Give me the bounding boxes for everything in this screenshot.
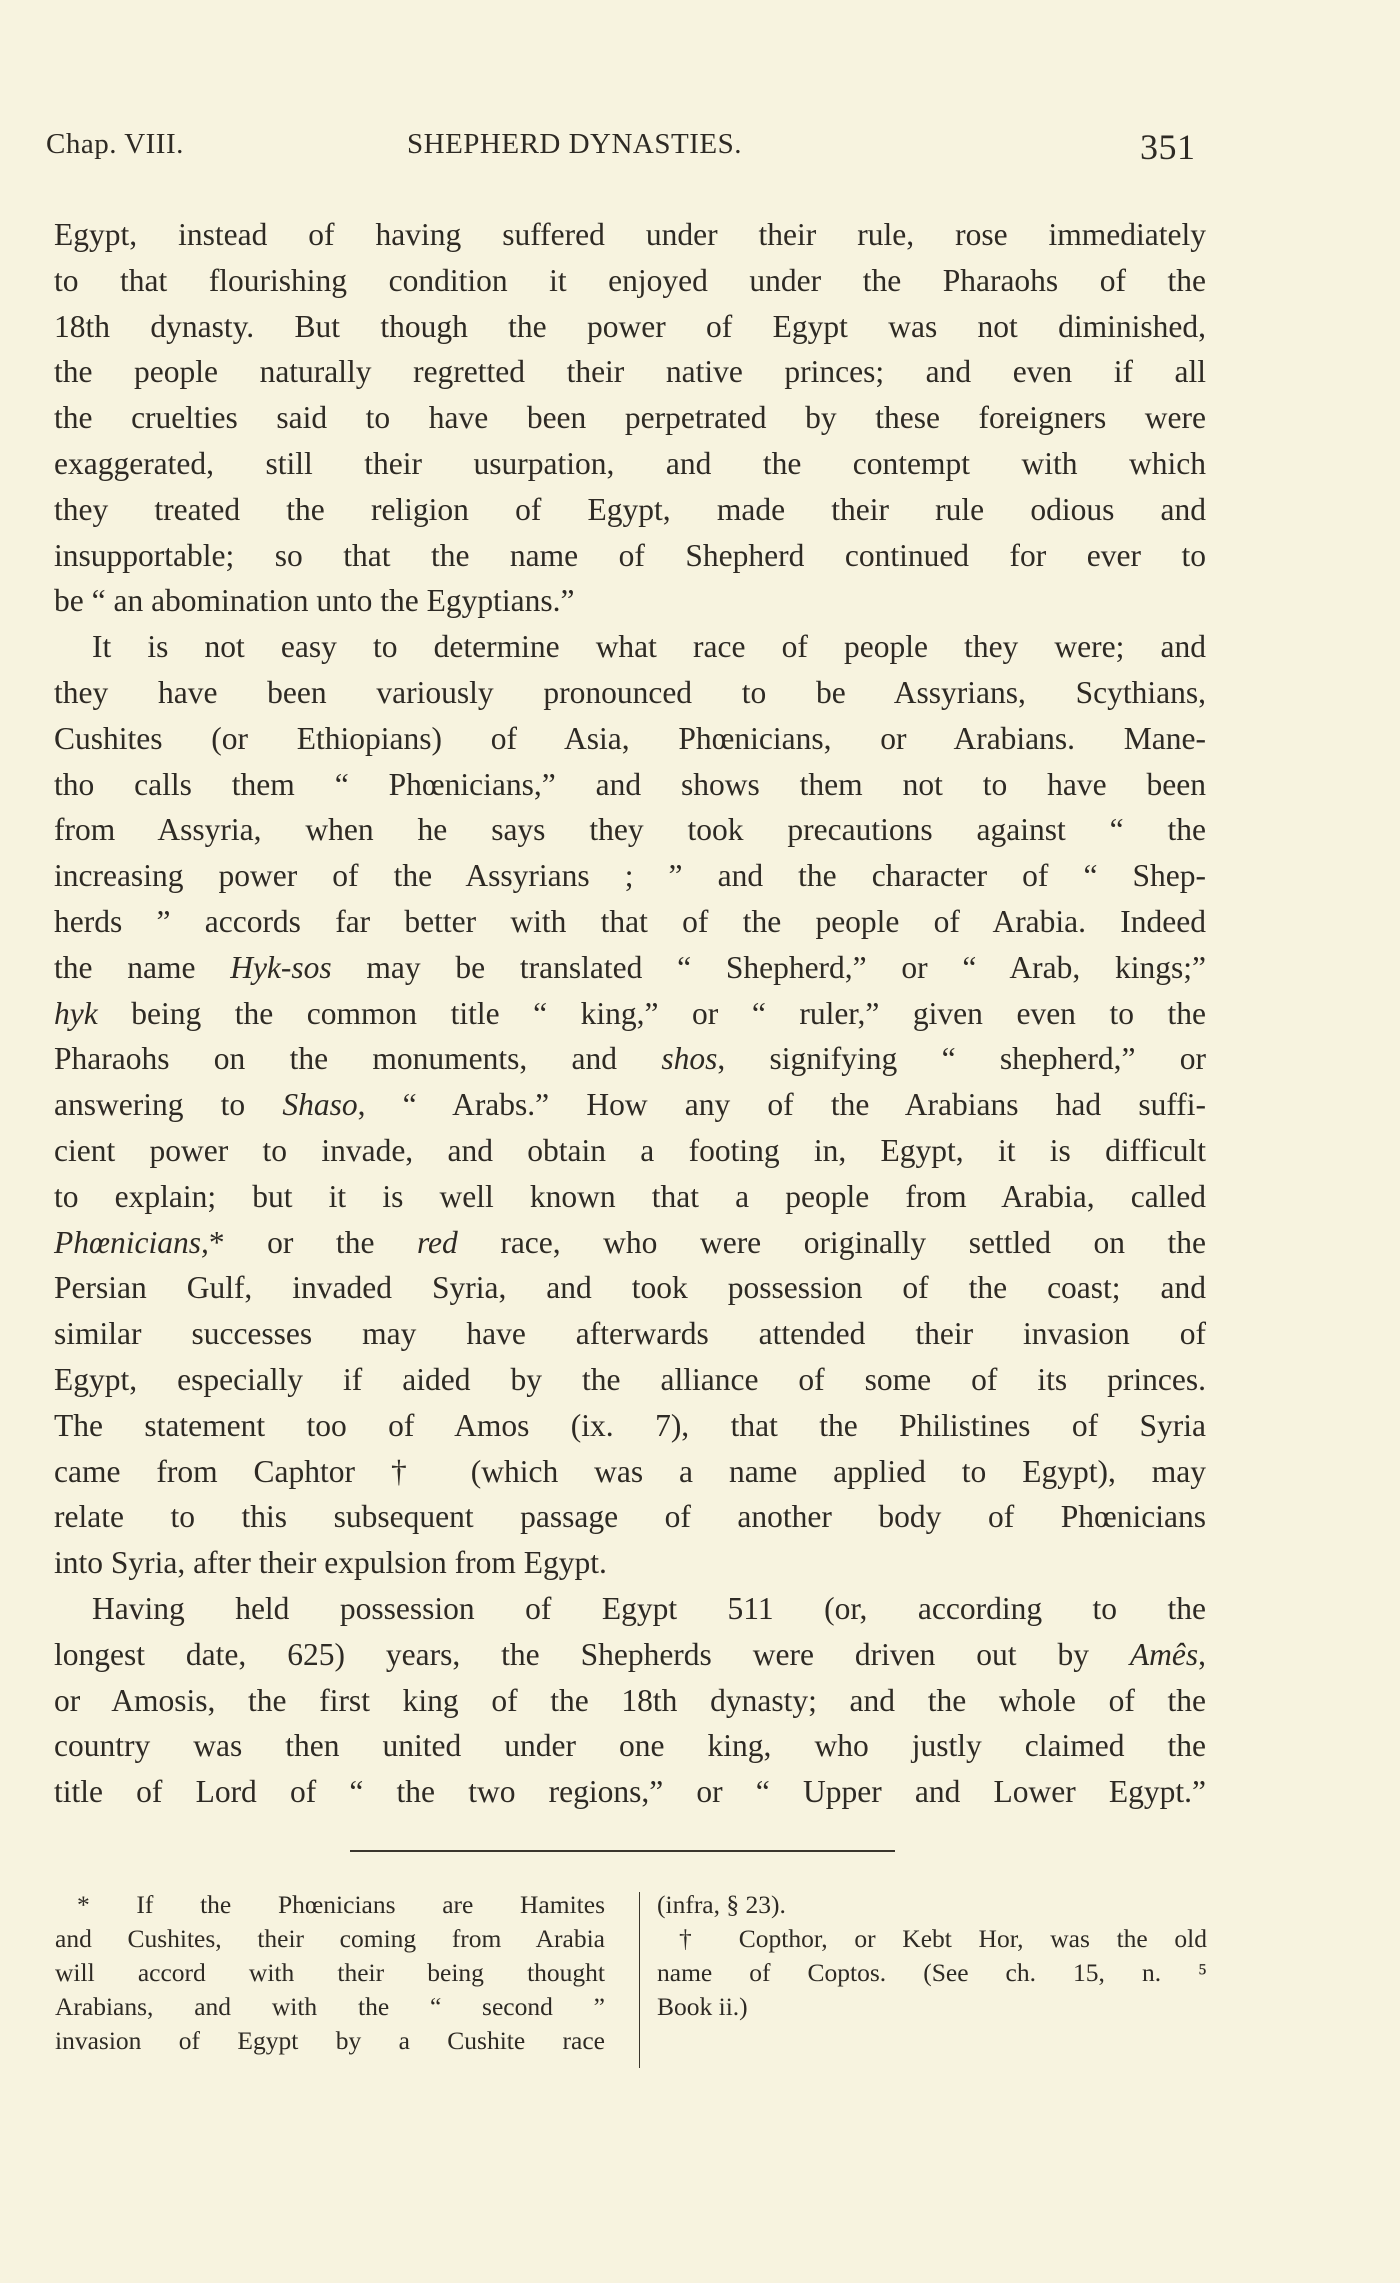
- text-line: [54, 624, 1206, 670]
- footnote-line: will accord with their being thought: [55, 1958, 605, 1987]
- text-segment: Egypt, instead of having suffered under their rule, rose immediately: [54, 217, 1206, 252]
- text-line: [54, 1036, 1206, 1082]
- text-line: [54, 1357, 1206, 1403]
- text-line: [54, 991, 1206, 1037]
- text-line: [54, 899, 1206, 945]
- text-line: [54, 1128, 1206, 1174]
- text-segment: increasing power of the Assyrians ; ” and the character of “ Shep-: [54, 858, 1206, 894]
- text-segment: similar successes may have afterwards attended their invasion of: [54, 1316, 1206, 1352]
- text-segment: insupportable; so that the name of Shepherd continued for ever to: [54, 537, 1206, 573]
- text-segment: or Amosis, the first king of the 18th dynasty; and the whole of the: [54, 1682, 1206, 1718]
- text-line: [54, 1632, 1206, 1678]
- text-segment: Persian Gulf, invaded Syria, and took possession of the coast; and: [54, 1270, 1206, 1306]
- italic-text: shos: [661, 1041, 718, 1077]
- footnote-line: name of Coptos. (See ch. 15, n. ⁵: [657, 1958, 1207, 1987]
- text-segment: they have been variously pronounced to be Assyrians, Scythians,: [54, 674, 1206, 710]
- text-segment: Pharaohs on the monuments, and: [54, 1041, 662, 1077]
- text-line: [54, 1311, 1206, 1357]
- italic-text: hyk: [54, 995, 98, 1031]
- text-line: [54, 487, 1206, 533]
- text-line: [54, 1723, 1206, 1769]
- text-line: [54, 1494, 1206, 1540]
- text-line: [54, 853, 1206, 899]
- text-line: [54, 1174, 1206, 1220]
- text-line: [54, 1769, 1206, 1815]
- text-segment: race, who were originally settled on the: [457, 1224, 1206, 1260]
- text-segment: to that flourishing condition it enjoyed under the Pharaohs of the: [54, 262, 1206, 298]
- text-segment: tho calls them “ Phœnicians,” and shows them not to have been: [54, 766, 1206, 802]
- text-line: [54, 395, 1206, 441]
- text-segment: , signifying “ shepherd,” or: [717, 1041, 1206, 1077]
- text-line: [54, 807, 1206, 853]
- text-segment: being the common title “ king,” or “ ruler,” given even to the: [97, 995, 1206, 1031]
- text-segment: Egypt, especially if aided by the alliance of some of its princes.: [54, 1361, 1206, 1397]
- text-line: [54, 212, 1206, 258]
- text-line: [54, 1586, 1206, 1632]
- text-line: [54, 1220, 1206, 1266]
- footnote-line: (infra, § 23).: [657, 1890, 786, 1919]
- text-segment: the name: [54, 949, 231, 985]
- text-line: [54, 441, 1206, 487]
- text-segment: longest date, 625) years, the Shepherds were driven out by: [54, 1636, 1130, 1672]
- footnote-line: and Cushites, their coming from Arabia: [55, 1924, 605, 1953]
- text-segment: cient power to invade, and obtain a footing in, Egypt, it is difficult: [54, 1132, 1206, 1168]
- text-line: [54, 716, 1206, 762]
- text-line: [54, 533, 1206, 579]
- footnote-rule: [350, 1850, 895, 1852]
- italic-text: Hyk-sos: [230, 949, 332, 985]
- text-segment: may be translated “ Shepherd,” or “ Arab, kings;”: [331, 949, 1206, 985]
- text-line: [54, 304, 1206, 350]
- running-header-title: SHEPHERD DYNASTIES.: [407, 128, 742, 160]
- footnote-column-right: [657, 1888, 1207, 2024]
- italic-text: Phœnicians,: [54, 1224, 209, 1260]
- text-segment: came from Caphtor † (which was a name applied to Egypt), may: [54, 1453, 1206, 1489]
- text-line: [54, 670, 1206, 716]
- italic-text: Amês: [1129, 1636, 1199, 1672]
- text-line: [54, 1265, 1206, 1311]
- text-line: [54, 1082, 1206, 1128]
- footnote-line: Arabians, and with the “ second ”: [55, 1992, 605, 2021]
- text-line: [54, 762, 1206, 808]
- italic-text: red: [416, 1224, 458, 1260]
- page-number: 351: [1140, 127, 1196, 167]
- text-segment: It is not easy to determine what race of people they were; and: [92, 629, 1206, 665]
- text-segment: be “ an abomination unto the Egyptians.”: [54, 583, 575, 619]
- text-segment: title of Lord of “ the two regions,” or “ Upper and Lower Egypt.”: [54, 1774, 1206, 1810]
- text-segment: country was then united under one king, who justly claimed the: [54, 1728, 1206, 1764]
- text-segment: answering to: [54, 1087, 283, 1123]
- text-line: [54, 349, 1206, 395]
- text-segment: relate to this subsequent passage of another body of Phœnicians: [54, 1499, 1206, 1535]
- text-segment: into Syria, after their expulsion from Egypt.: [54, 1545, 607, 1581]
- text-segment: ,: [1198, 1636, 1206, 1672]
- footnote-line: invasion of Egypt by a Cushite race: [55, 2026, 605, 2055]
- text-segment: the cruelties said to have been perpetrated by these foreigners were: [54, 400, 1206, 436]
- text-line: [54, 945, 1206, 991]
- italic-text: Shaso: [282, 1087, 358, 1123]
- body-text: [54, 212, 1206, 1815]
- text-line: [54, 258, 1206, 304]
- text-segment: Cushites (or Ethiopians) of Asia, Phœnicians, or Arabians. Mane-: [54, 720, 1206, 756]
- text-segment: they treated the religion of Egypt, made their rule odious and: [54, 491, 1206, 527]
- text-line: [54, 578, 1206, 624]
- text-line: [54, 1678, 1206, 1724]
- text-segment: , “ Arabs.” How any of the Arabians had suffi-: [357, 1087, 1206, 1123]
- running-header-chapter: Chap. VIII.: [46, 128, 184, 160]
- text-segment: Having held possession of Egypt 511 (or, according to the: [92, 1590, 1206, 1626]
- text-segment: * or the: [208, 1224, 417, 1260]
- text-segment: the people naturally regretted their native princes; and even if all: [54, 354, 1206, 390]
- footnote-line: * If the Phœnicians are Hamites: [77, 1890, 605, 1919]
- footnote-column-left: [55, 1888, 605, 2058]
- text-segment: from Assyria, when he says they took precautions against “ the: [54, 812, 1206, 848]
- text-segment: to explain; but it is well known that a people from Arabia, called: [54, 1178, 1206, 1214]
- text-line: [54, 1540, 1206, 1586]
- text-line: [54, 1403, 1206, 1449]
- text-segment: herds ” accords far better with that of the people of Arabia. Indeed: [54, 903, 1206, 939]
- text-segment: exaggerated, still their usurpation, and the contempt with which: [54, 445, 1206, 481]
- text-segment: The statement too of Amos (ix. 7), that the Philistines of Syria: [54, 1407, 1206, 1443]
- footnote-line: Book ii.): [657, 1992, 748, 2021]
- footnote-column-divider: [639, 1892, 640, 2068]
- footnote-line: † Copthor, or Kebt Hor, was the old: [679, 1924, 1207, 1953]
- text-line: [54, 1449, 1206, 1495]
- text-segment: 18th dynasty. But though the power of Egypt was not diminished,: [54, 308, 1206, 344]
